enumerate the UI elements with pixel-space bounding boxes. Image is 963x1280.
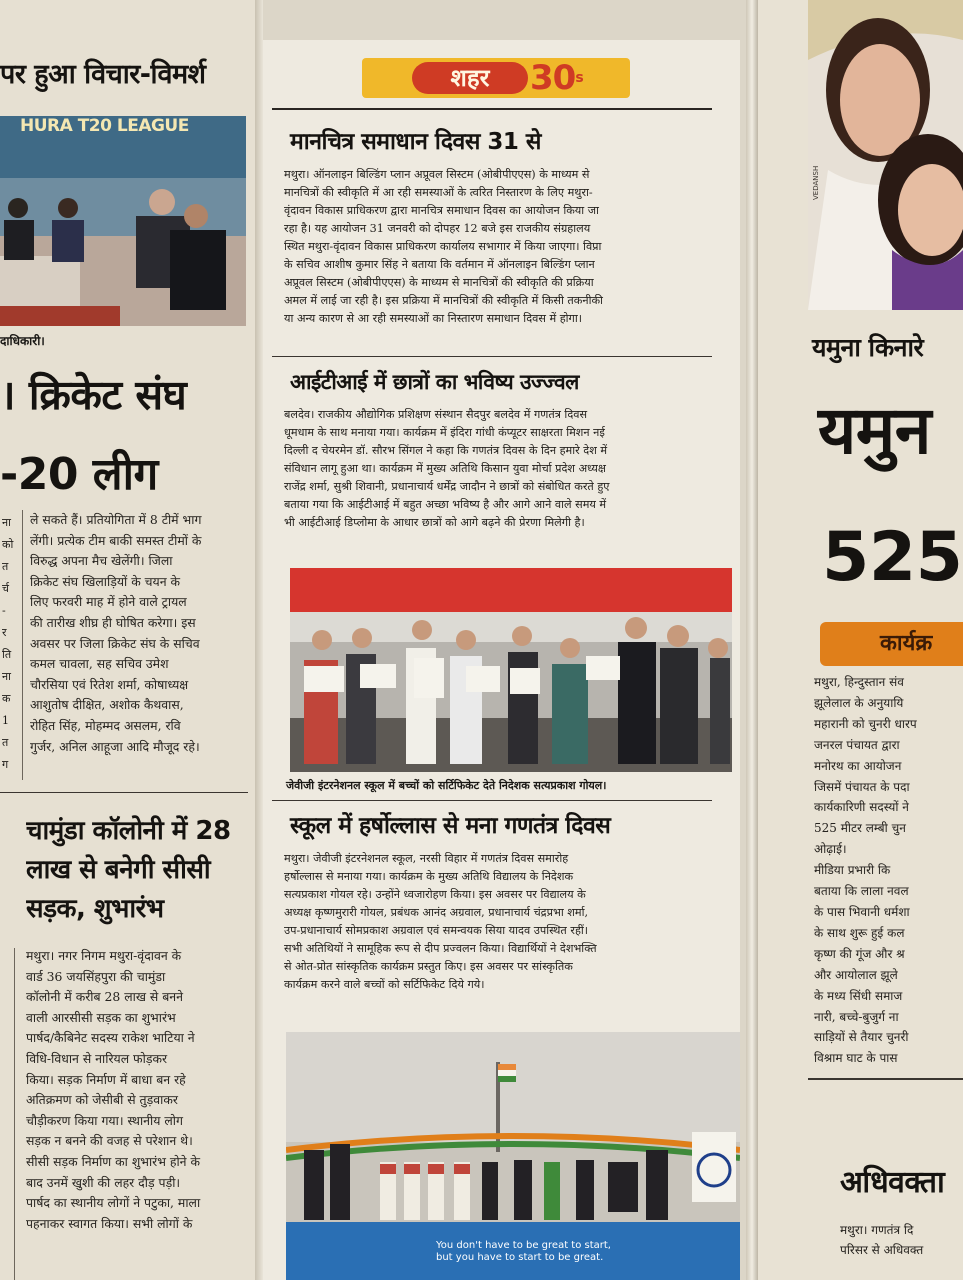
cricket-meeting-illustration — [0, 116, 246, 326]
republic-day-article — [284, 850, 714, 994]
article-line: अमल में लाई जा रही है। इस प्रक्रिया में मानचित्रों की स्वीकृति में किसी तकनीकी — [284, 294, 603, 307]
article-line: बलदेव। राजकीय औद्योगिक प्रशिक्षण संस्थान सैदपुर बलदेव में गणतंत्र दिवस — [284, 408, 588, 421]
cricket-headline-line1: । क्रिकेट संघ — [0, 371, 187, 419]
yamuna-chunari-article — [814, 672, 963, 1069]
article-line: विरुद्ध अपना मैच खेलेंगी। जिला — [30, 553, 173, 569]
article-line: राजेंद्र शर्मा, सुश्री शिवानी, प्रधानाचार्य धर्मेंद्र जादौन ने छात्रों को संबोधित करते हुए — [284, 480, 610, 493]
stub-text: 1 — [2, 714, 9, 727]
article-line: झूलेलाल के अनुयायि — [814, 695, 904, 710]
article-line: हर्षोल्लास से मनाया गया। कार्यक्रम के मुख्य अतिथि विद्यालय के निदेशक — [284, 870, 574, 883]
article-line: किया। सड़क निर्माण में बाधा बन रहे — [26, 1071, 186, 1087]
article-line: विधि-विधान से नारियल फोड़कर — [26, 1050, 168, 1066]
article-line: के साथ शुरू हुई कल — [814, 925, 905, 940]
cricket-headline-line2: -20 लीग — [0, 449, 158, 500]
stub-text: त — [2, 560, 9, 573]
article-line: उप-प्रधानाचार्य सोमप्रकाश अग्रवाल एवं समन्वयक सिया यादव उपस्थित रहीं। — [284, 924, 589, 937]
ad-credit: VEDANSH — [812, 165, 820, 200]
article-line: कमल चावला, सह सचिव उमेश — [30, 656, 169, 672]
article-line: क्रिकेट संघ खिलाड़ियों के चयन के — [30, 573, 181, 589]
stub-text: ति — [2, 648, 12, 661]
section-number-value: 30 — [530, 58, 576, 98]
stub-text: को — [2, 538, 14, 551]
article-line: पहनाकर स्वागत किया। सभी लोगों के — [26, 1215, 193, 1231]
article-line: जिसमें पंचायत के पदा — [814, 779, 910, 794]
article-line: स्थित मथुरा-वृंदावन विकास प्राधिकरण कार्यालय सभागार में किया जाएगा। विप्रा — [284, 240, 602, 253]
article-line: सभी अतिथियों ने सामूहिक रूप से दीप प्रज्वलन किया। विद्यार्थियों ने देशभक्ति — [284, 942, 597, 955]
article-line: मानचित्रों की स्वीकृति में आ रही समस्याओं के त्वरित निस्तारण के लिए मथुरा- — [284, 186, 593, 199]
stub-text: ग — [2, 758, 9, 771]
chamunda-colony-headline — [26, 812, 252, 929]
article-line: मथुरा। गणतंत्र दि — [840, 1223, 914, 1237]
right-section-rule — [808, 1078, 963, 1080]
section-number-suffix: s — [575, 70, 583, 86]
advocate-article — [840, 1220, 963, 1260]
article-line: कॉलोनी में करीब 28 लाख से बनने — [26, 989, 184, 1005]
advocate-headline: अधिवक्ता — [840, 1165, 945, 1200]
advertisement-portrait-illustration — [808, 0, 963, 310]
stub-text: र — [2, 626, 7, 639]
chunari-length-number: 525 — [822, 518, 963, 597]
yamuna-big-headline: यमुन — [818, 392, 931, 469]
article-line: मथुरा। ऑनलाइन बिल्डिंग प्लान अप्रूवल सिस्टम (ओबीपीएएस) के माध्यम से — [284, 168, 590, 181]
article-line: कृष्ण की गूंज और श्र — [814, 946, 905, 961]
article-line: वाली आरसीसी सड़क का शुभारंभ — [26, 1009, 176, 1025]
article-line: मथुरा, हिन्दुस्तान संव — [814, 675, 904, 689]
stub-text: क — [2, 692, 11, 705]
left-stub-column — [2, 512, 22, 776]
article-line: के मध्य सिंधी समाज — [814, 988, 903, 1003]
article-line: अतिक्रमण को जेसीबी से तुड़वाकर — [26, 1092, 178, 1108]
banner-rule — [272, 108, 712, 110]
column-divider — [22, 510, 23, 780]
article-line: चौड़ीकरण किया गया। स्थानीय लोग — [26, 1112, 183, 1128]
headline-line: लाख से बनेगी सीसी — [26, 855, 211, 885]
stage-banner-line1: You don't have to be great to start, — [436, 1240, 611, 1251]
article-line: विश्राम घाट के पास — [814, 1051, 898, 1066]
article-line: 525 मीटर लम्बी चुन — [814, 821, 906, 836]
article-line: नारी, बच्चे-बुजुर्ग ना — [814, 1009, 899, 1024]
article-line: ओढ़ाई। — [814, 842, 847, 857]
article-line: लिए फरवरी माह में होने वाले ट्रायल — [30, 594, 187, 610]
article-line: अध्यक्ष कृष्णमुरारी गोयल, प्रबंधक आनंद अग्रवाल, प्रधानाचार्य चंद्रप्रभा शर्मा, — [284, 906, 589, 919]
left-top-headline: पर हुआ विचार-विमर्श — [0, 59, 206, 90]
stage-banner-text — [436, 1240, 656, 1264]
left-section-rule — [0, 792, 248, 793]
city-section-banner — [362, 58, 630, 98]
article-line: भी आईटीआई डिप्लोमा के आधार छात्रों को आगे बढ़ने की प्रेरणा मिलेगी है। — [284, 516, 585, 529]
article-line: सीसी सड़क निर्माण का शुभारंभ होने के — [26, 1153, 201, 1169]
article-line: मथुरा। नगर निगम मथुरा-वृंदावन के — [26, 948, 182, 963]
stub-text: त — [2, 736, 9, 749]
article-line: धूमधाम के साथ मनाया गया। कार्यक्रम में इंदिरा गांधी कंप्यूटर साक्षरता मिशन नई — [284, 426, 605, 439]
stub-text: ना — [2, 516, 11, 529]
article-line: परिसर से अधिवक्त — [840, 1243, 924, 1257]
chamunda-colony-article — [26, 946, 246, 1234]
article-rule-2 — [272, 800, 712, 801]
iti-future-article — [284, 406, 714, 532]
stub-text: र्च — [2, 582, 9, 595]
iti-future-headline: आईटीआई में छात्रों का भविष्य उज्ज्वल — [290, 370, 579, 394]
column-divider-2 — [14, 948, 15, 1280]
article-line: मनोरथ का आयोजन — [814, 758, 902, 773]
map-solution-headline: मानचित्र समाधान दिवस 31 से — [290, 129, 541, 155]
article-line: सड़क न बनने की वजह से परेशान थे। — [26, 1133, 193, 1149]
article-line: रहा है। यह आयोजन 31 जनवरी को दोपहर 12 बजे इस राजकीय संग्रहालय — [284, 222, 591, 235]
page-fold — [746, 0, 758, 1280]
certificate-photo-caption: जेवीजी इंटरनेशनल स्कूल में बच्चों को सर्टिफिकेट देते निदेशक सत्यप्रकाश गोयल। — [286, 779, 607, 792]
stub-text: ना — [2, 670, 11, 683]
school-certificate-photo — [290, 568, 732, 772]
cricket-meeting-photo — [0, 116, 246, 326]
advertisement-photo — [808, 0, 963, 310]
article-line: जनरल पंचायत द्वारा — [814, 737, 900, 752]
article-line: लेंगी। प्रत्येक टीम बाकी समस्त टीमों के — [30, 532, 202, 548]
page-fold-left — [255, 0, 263, 1280]
cricket-article — [30, 510, 246, 757]
left-photo-caption: दाधिकारी। — [0, 334, 45, 348]
article-line: कार्यकारिणी सदस्यों ने — [814, 800, 909, 815]
map-solution-article — [284, 166, 714, 328]
article-line: अप्रूवल सिस्टम (ओबीपीएएस) के माध्यम से मानचित्रों की स्वीकृति की प्रक्रिया — [284, 276, 594, 289]
article-line: पार्षद का स्थानीय लोगों ने पटुका, माला — [26, 1195, 201, 1211]
article-line: सत्यप्रकाश गोयल रहे। उन्होंने ध्वजारोहण किया। इस अवसर पर विद्यालय के — [284, 888, 586, 901]
article-line: संविधान लागू हुआ था। कार्यक्रम में मुख्य अतिथि किसान युवा मोर्चा प्रदेश अध्यक्ष — [284, 462, 606, 475]
section-number — [530, 58, 583, 98]
article-line: के पास भिवानी धर्मशा — [814, 904, 910, 919]
article-line: वृंदावन विकास प्राधिकरण द्वारा मानचित्र समाधान दिवस का आयोजन किया जा — [284, 204, 599, 217]
article-line: या अन्य कारण से आ रही समस्याओं का निस्तारण समाधान दिवस में होगा। — [284, 312, 582, 325]
article-line: गुर्जर, अनिल आहूजा आदि मौजूद रहे। — [30, 738, 200, 754]
cricket-league-banner: HURA T20 LEAGUE — [20, 116, 189, 136]
article-line: अवसर पर जिला क्रिकेट संघ के सचिव — [30, 635, 200, 651]
article-line: चौरसिया एवं रितेश शर्मा, कोषाध्यक्ष — [30, 676, 189, 692]
article-line: से ओत-प्रोत सांस्कृतिक कार्यक्रम प्रस्तुत किए। इस अवसर पर सांस्कृतिक — [284, 960, 573, 973]
stub-text: - — [2, 604, 6, 617]
headline-line: चामुंडा कॉलोनी में 28 — [26, 816, 231, 846]
article-line: साड़ियों से तैयार चुनरी — [814, 1030, 909, 1045]
certificate-ceremony-illustration — [290, 568, 732, 772]
article-line: कार्यक्रम करने वाले बच्चों को सर्टिफिकेट दिये गये। — [284, 978, 485, 991]
article-line: आशुतोष दीक्षित, अशोक कैथवास, — [30, 697, 184, 713]
article-line: ले सकते हैं। प्रतियोगिता में 8 टीमें भाग — [30, 512, 202, 527]
article-line: महारानी को चुनरी धारप — [814, 716, 917, 731]
program-section-bar — [820, 622, 963, 666]
section-label: शहर — [412, 62, 528, 94]
headline-line: सड़क, शुभारंभ — [26, 894, 164, 924]
article-line: बताया गया कि आईटीआई में बहुत अच्छा भविष्य है और आगे आने वाले समय में — [284, 498, 607, 511]
article-line: वार्ड 36 जयसिंहपुरा की चामुंडा — [26, 968, 166, 984]
article-line: पार्षद/कैबिनेट सदस्य राकेश भाटिया ने — [26, 1030, 195, 1046]
republic-day-headline: स्कूल में हर्षोल्लास से मना गणतंत्र दिवस — [290, 813, 611, 839]
program-section-label: कार्यक्र — [880, 631, 933, 656]
article-line: और आयोलाल झूले — [814, 967, 898, 982]
article-line: दिल्ली द चेयरमेन डॉ. सौरभ सिंगल ने कहा कि गणतंत्र दिवस के दिन हमारे देश में — [284, 444, 608, 457]
article-line: रोहित सिंह, मोहम्मद असलम, रवि — [30, 717, 181, 733]
article-line: मथुरा। जेवीजी इंटरनेशनल स्कूल, नरसी विहार में गणतंत्र दिवस समारोह — [284, 852, 569, 865]
article-rule-1 — [272, 356, 712, 357]
article-line: की तारीख शीघ्र ही घोषित करेगा। इस — [30, 614, 196, 630]
stage-banner-line2: but you have to start to be great. — [436, 1252, 604, 1263]
yamuna-kinare-headline: यमुना किनारे — [812, 333, 924, 362]
article-line: बताया कि लाला नवल — [814, 884, 909, 899]
article-line: मीडिया प्रभारी कि — [814, 863, 891, 878]
article-line: बाद उनमें खुशी की लहर दौड़ पड़ी। — [26, 1174, 181, 1190]
article-line: के सचिव आशीष कुमार सिंह ने बताया कि वर्तमान में ऑनलाइन बिल्डिंग प्लान — [284, 258, 595, 271]
republic-day-stage-photo — [286, 1032, 740, 1280]
